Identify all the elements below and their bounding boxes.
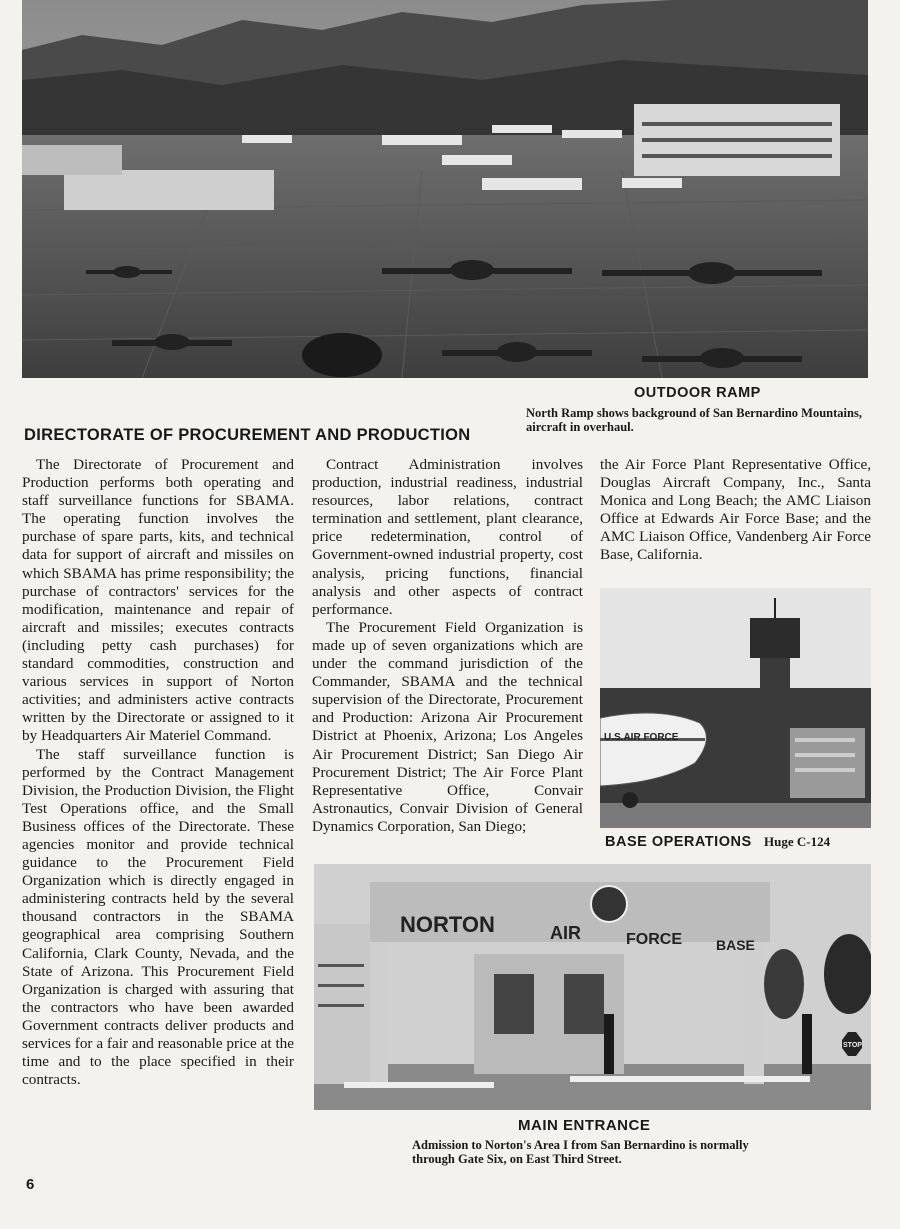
sign-word-norton: NORTON — [400, 912, 495, 937]
base-operations-photo — [600, 588, 871, 828]
article-column-2 — [312, 456, 583, 836]
stop-sign-text: STOP — [843, 1042, 862, 1049]
article-paragraph: the Air Force Plant Representative Office, Douglas Aircraft Company, Inc., Santa Monica and Long Beach; the AMC Liaison Office at Edwards Air Force Base; and the AMC Liaison Office, Vandenberg Air Force Base, California. — [600, 456, 871, 564]
sign-word-force: FORCE — [626, 931, 682, 948]
base-operations-title: BASE OPERATIONS — [605, 834, 752, 850]
main-entrance-photo — [314, 864, 871, 1110]
sign-word-air: AIR — [550, 923, 581, 943]
main-entrance-title: MAIN ENTRANCE — [518, 1117, 651, 1134]
outdoor-ramp-title: OUTDOOR RAMP — [634, 385, 761, 401]
base-operations-caption: Huge C-124 — [764, 834, 831, 849]
article-heading: DIRECTORATE OF PROCUREMENT AND PRODUCTION — [24, 426, 471, 444]
article-paragraph: The staff surveillance function is performed by the Contract Management Division, the Production Division, the Flight Test Operations office, and the Small Business offices of the Directorate. These agencies monitor and provide technical guidance to the Procurement Field Organization which is directly engaged in administering contracts held by the several thousand contractors in the SBAMA geographical area comprising Southern California, Clark County, Nevada, and the State of Arizona. This Procurement Field Organization is charged with assuring that the contractors who have been awarded Government contracts deliver products and services for a fair and reasonable price at the time and to the place specified in their contracts. — [22, 745, 294, 1089]
outdoor-ramp-caption: North Ramp shows background of San Bernardino Mountains, aircraft in overhaul. — [526, 406, 862, 434]
main-entrance-caption: Admission to Norton's Area I from San Bernardino is normally through Gate Six, on East Third Street. — [412, 1138, 749, 1166]
plane-marking-text: U.S.AIR FORCE — [604, 732, 679, 743]
article-paragraph: The Procurement Field Organization is made up of seven organizations which are under the command jurisdiction of the Commander, SBAMA and the technical supervision of the Directorate, Procurement and Production: Arizona Air Procurement District at Phoenix, Arizona; Los Angeles Air Procurement District; San Diego Air Procurement District; The Air Force Plant Representative Office, Convair Astronautics, Convair Division of General Dynamics Corporation, San Diego; — [312, 618, 583, 835]
article-paragraph: The Directorate of Procurement and Production performs both operating and staff surveillance functions for SBAMA. The operating function involves the purchase of spare parts, kits, and technical data for support of aircraft and missiles on which SBAMA has prime responsibility; the purchase of contractors' services for the modification, maintenance and repair of aircraft and missiles; executes contracts (including petty cash purchases) for standard commodities, construction and various services in support of Norton activities; and administers active contracts written by the Directorate or assigned to it by Headquarters Air Materiel Command. — [22, 456, 294, 745]
article-column-1 — [22, 456, 294, 1089]
article-paragraph: Contract Administration involves production, industrial readiness, industrial resources, labor relations, contract termination and settlement, plant clearance, price redetermination, control of Government-owned industrial property, cost analysis, pricing functions, financial analysis and other aspects of contract performance. — [312, 456, 583, 618]
article-column-3 — [600, 456, 871, 565]
page-number: 6 — [26, 1176, 35, 1193]
sign-word-base: BASE — [716, 937, 755, 953]
outdoor-ramp-photo — [22, 0, 868, 378]
